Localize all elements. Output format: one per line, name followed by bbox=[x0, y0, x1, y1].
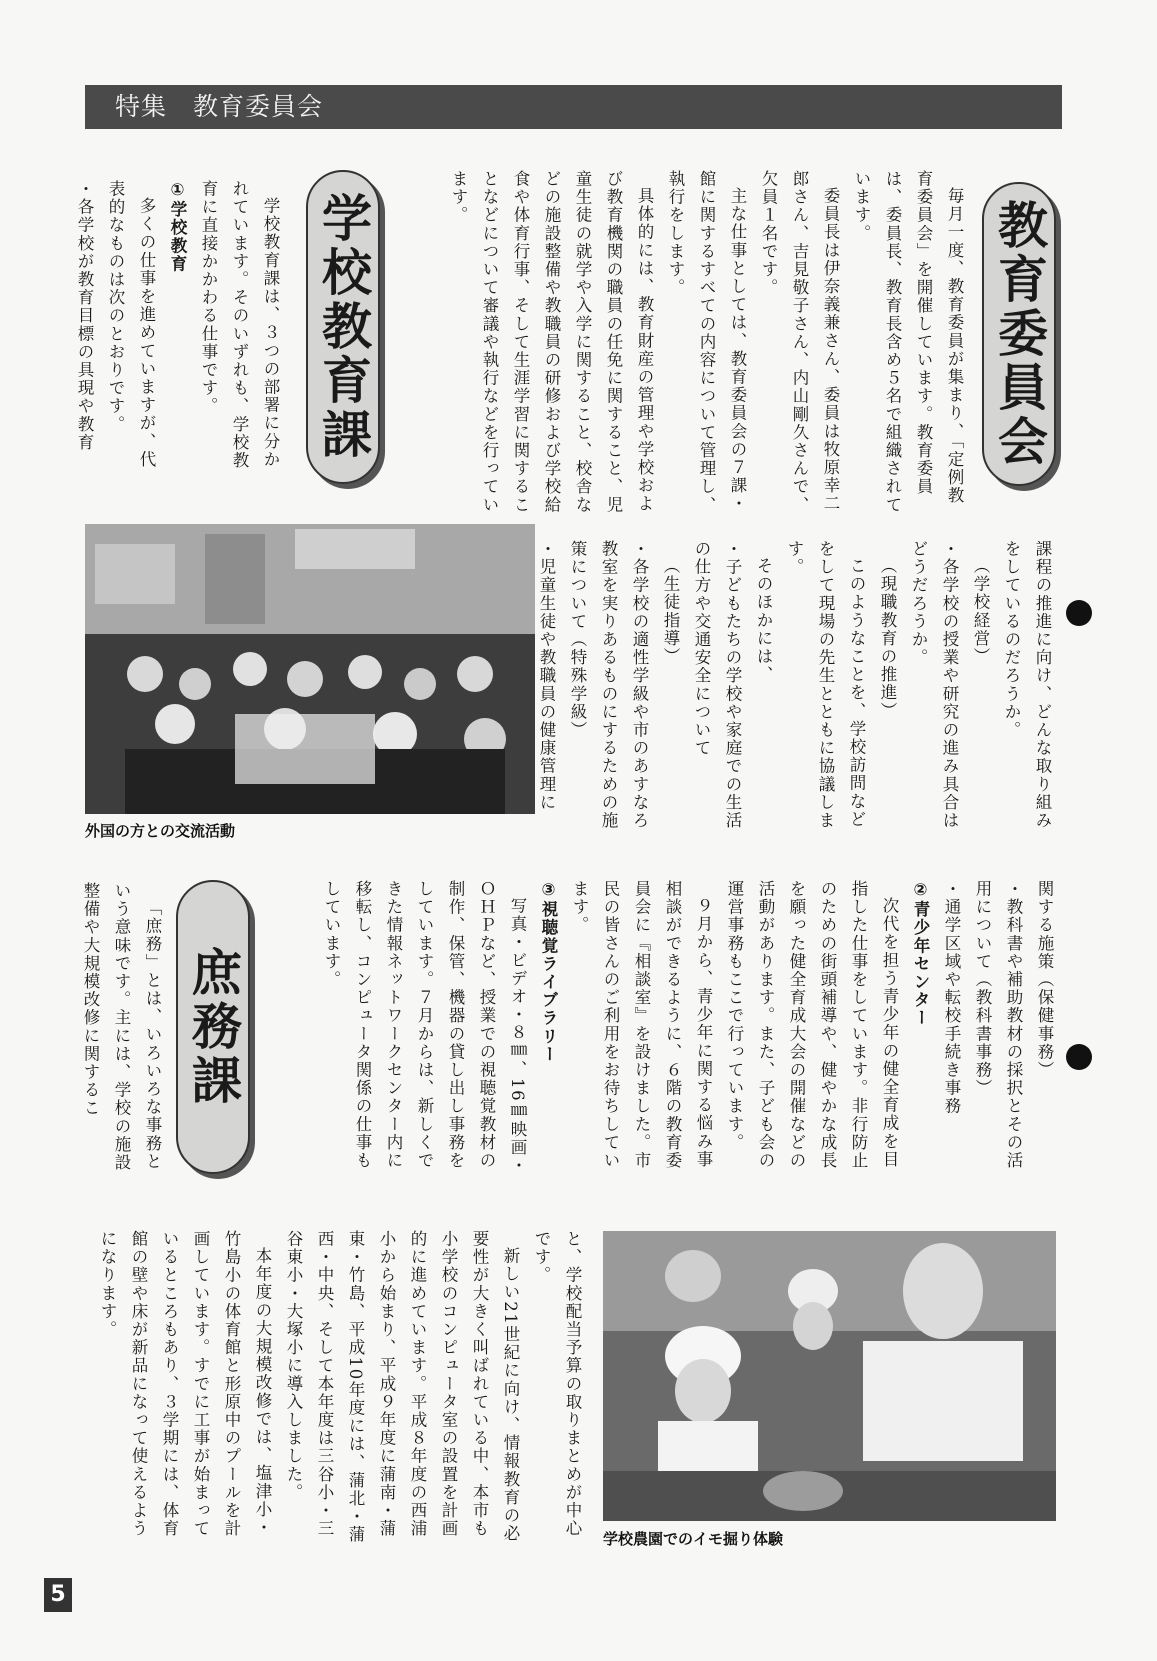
heading-kyoiku-iinkai: 教育委員会 bbox=[982, 182, 1056, 486]
photo2-caption: 学校農園でのイモ掘り体験 bbox=[603, 1530, 784, 1548]
photo-exchange-activity bbox=[85, 524, 535, 814]
header-title: 教育委員会 bbox=[193, 92, 324, 121]
gakko-1-heading: ①学校教育 bbox=[168, 180, 187, 273]
heading-gakko-kyoikuka: 学校教育課 bbox=[306, 170, 380, 484]
photo1-caption: 外国の方との交流活動 bbox=[85, 822, 236, 840]
gakko-column: 学校教育課は、３つの部署に分かれています。そのいずれも、学校教育に直接かかわる仕事です。 ①学校教育 多くの仕事を進めていますが、代表的なものは次のとおりです。 ・各学校が教育目標の具現や教育 bbox=[88, 180, 286, 485]
bottom-column: と、学校配当予算の取りまとめが中心です。 新しい21世紀に向け、情報教育の必要性が大きく叫ばれている中、本市も小学校のコンピュータ室の設置を計画的に進めています。平成８年度の西浦小から始まり、平成９年度に蒲南・蒲東・竹島、平成10年度には、蒲北・蒲西・中央、そして本年度は三谷小・三谷東小・大塚小に導入しました。 本年度の大規模改修では、塩津小・竹島小の体育館と形原中のプールを計画しています。すでに工事が始まっているところもあり、３学期には、体育館の壁や床が新品になって使えるようになります。 bbox=[98, 1230, 582, 1544]
lower-3-heading: ③視聴覚ライブラリー bbox=[539, 880, 558, 1064]
lower-2-heading: ②青少年センター bbox=[911, 880, 930, 1028]
binder-hole-bottom bbox=[1066, 1044, 1092, 1070]
lower-column: 関する施策（保健事務） ・教科書や補助教材の採択とその活用について（教科書事務） ・通学区域や転校手続き事務 ②青少年センター 次代を担う青少年の健全育成を目指した仕事をしています。非行防止のための街頭補導や、健やかな成長を願った健全育成大会の開催などの活動があります。また、子ども会の運営事務もここで行っています。 ９月から、青少年に関する悩み事相談ができるように、６階の教育委員会に『相談室』を設けました。市民の皆さんのご利用をお待ちしています。 ③視聴覚ライブラリー 写真・ビデオ・８㎜、16㎜映画・ＯＨＰなど、授業での視聴覚教材の制作、保管、機器の貸し出し事務をしています。７月からは、新しくできた情報ネットワークセンター内に移転し、コンピュータ関係の仕事もしています。 bbox=[270, 880, 1060, 1180]
photo-exchange-image bbox=[85, 524, 535, 814]
page-number: 5 bbox=[44, 1578, 72, 1612]
middle-column: 課程の推進に向け、どんな取り組みをしているのだろうか。 （学校経営） ・各学校の授業や研究の進み具合はどうだろうか。 （現職教育の推進） このようなことを、学校訪問などをして現場の先生とともに協議します。 そのほかには、 ・子どもたちの学校や家庭での生活の仕方や交通安全について （生徒指導） ・各学校の適性学級や市のあすなろ教室を実りあるものにするための施策について（特殊学級） ・児童生徒や教職員の健康管理に bbox=[537, 540, 1052, 830]
heading-shomuka: 庶務課 bbox=[176, 880, 250, 1174]
binder-hole-top bbox=[1066, 600, 1092, 626]
shomu-column: 「庶務」とは、いろいろな事務という意味です。主には、学校の施設整備や大規模改修に関するこ bbox=[81, 882, 162, 1172]
header-section: 特集 bbox=[115, 92, 168, 121]
feature-header bbox=[85, 85, 1062, 129]
photo-potato-digging bbox=[603, 1231, 1056, 1521]
photo-potato-image bbox=[603, 1231, 1056, 1521]
iinkai-intro-column: 毎月一度、教育委員が集まり、「定例教育委員会」を開催しています。教育委員は、委員長、教育長含め５名で組織されています。 委員長は伊奈義兼さん、委員は牧原幸二郎さん、吉見敬子さん、内山剛久さんで、欠員１名です。 主な仕事としては、教育委員会の７課・館に関するすべての内容について管理し、執行をします。 具体的には、教育財産の管理や学校および教育機関の職員の任免に関すること、児童生徒の就学や入学に関すること、校舎などの施設整備や教職員の研修および学校給食や体育行事、そして生涯学習に関することなどについて審議や執行などを行っています。 bbox=[449, 170, 964, 514]
